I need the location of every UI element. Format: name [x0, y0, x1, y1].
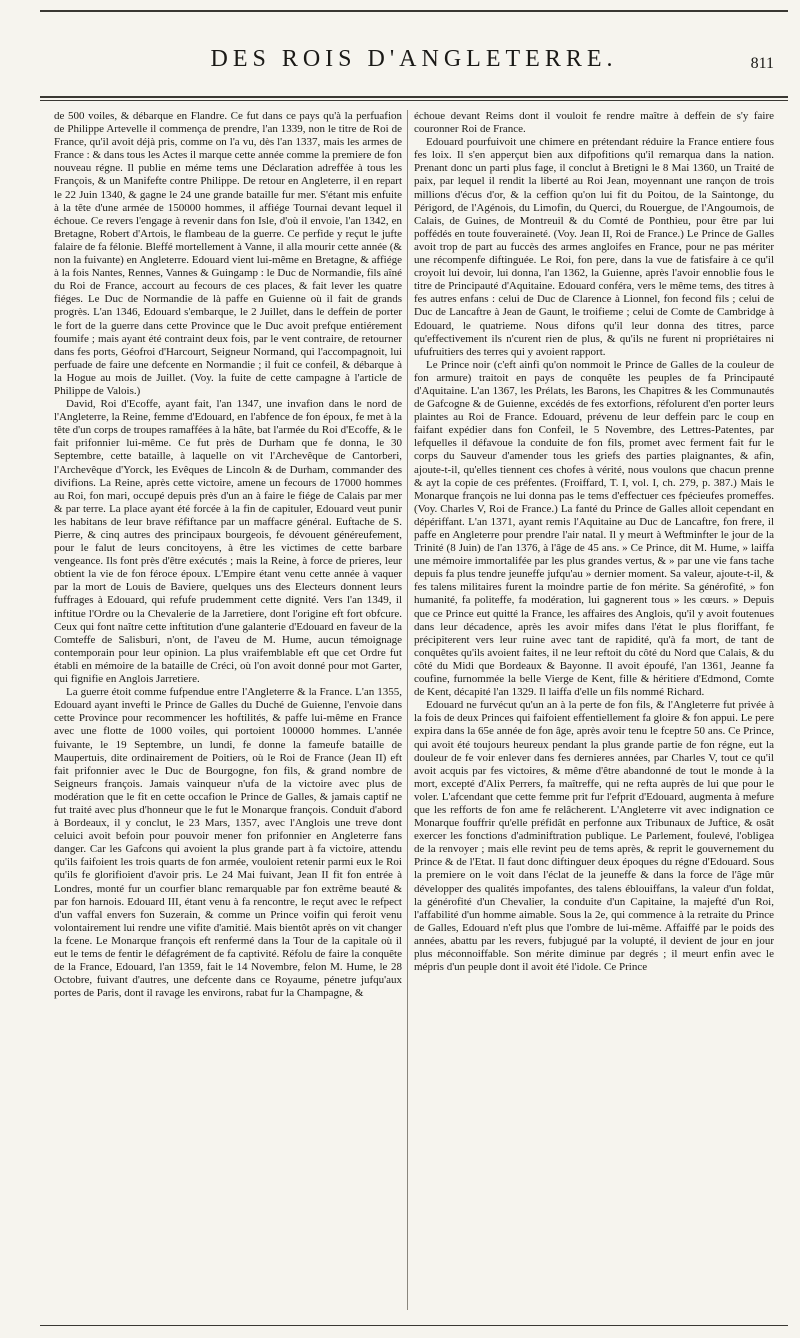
page-number: 811 [750, 55, 774, 72]
paragraph: échoue devant Reims dont il vouloit fe rendre maître à deffein de s'y faire couronner Roi de France. [414, 110, 774, 136]
bottom-border [40, 1325, 788, 1326]
paragraph: Le Prince noir (c'eft ainfi qu'on nommoit le Prince de Galles de la couleur de fon armure) traitoit en pays de conquête les peuples de fa Principauté d'Aquitaine. L'an 1367, les Prélats, les Barons, les Chapitres & les Communautés de Gafcogne & de Guienne, excédés de fes extorfions, réfolurent d'en porter leurs plaintes au Roi de France. Edouard, prévenu de leur deffein parc le coup en faifant expédier dans fon Confeil, le 5 Novembre, des Lettres-Patentes, par lefquelles il défavoue la conduite de fon fils, promet avec ferment fait fur le corps du Sauveur d'amender tous les griefs des parties plaignantes, & afin, ajoute-t-il, qu'elles tiennent ces chofes à vérité, nous voulons que chacun prenne & ayt la copie de ces préfentes. (Froiffard, T. I, vol. I, ch. 279, p. 387.) Mais le Monarque françois ne lui donna pas le tems d'effectuer ces fpécieufes promeffes. (Voy. Charles V, Roi de France.) La fanté du Prince de Galles alloit cependant en dépériffant. L'an 1371, ayant remis l'Aquitaine au Duc de Lancaftre, fon frere, il paffe en Angleterre pour prendre l'air natal. Il y meurt à Weftminfter le jour de la Trinité (8 Juin) de l'an 1376, à l'âge de 45 ans. » Ce Prince, dit M. Hume, » laiffa une mémoire immortalifée par les plus grandes vertus, & » par une vie fans tache depuis fa plus tendre jeuneffe jufqu'au » dernier moment. Sa valeur, ajoute-t-il, & fes talens militaires furent la moindre partie de fon mérite. Sa générofité, » fon humanité, fa politeffe, fa modération, lui gagnerent tous » les cœurs. » Depuis que ce Prince eut quitté la France, les affaires des Anglois, qu'il y avoit foutenues dans leur décadence, après les avoir mifes dans l'état le plus floriffant, fe précipiterent vers leur ruine avec tant de rapidité, qu'à fa mort, de tant de conquêtes qu'ils avoient faites, il ne leur reftoit du côté du Nord que Calais, & du côté du Midi que Bordeaux & Bayonne. Il avoit époufé, l'an 1361, Jeanne fa coufine, furnommée la belle Vierge de Kent, fille & héritiere d'Edmond, Comte de Kent, décapité l'an 1329. Il laiffa d'elle un fils nommé Richard. [414, 358, 774, 699]
paragraph: Edouard ne furvécut qu'un an à la perte de fon fils, & l'Angleterre fut privée à la fois de deux Princes qui faifoient effentiellement fa gloire & fon appui. Le pere expira dans la 65e année de fon âge, après avoir tenu le fceptre 50 ans. Ce Prince, qui avoit été toujours heureux pendant la plus grande partie de fon régne, eut la douleur de fe voir enlever dans fes dernieres années, par Charles V, tout ce qu'il avoit acquis par fes victoires, & même d'être abandonné de tout le monde à la mort, excepté d'Alix Perrers, fa maîtreffe, qui ne refta auprès de lui que pour le voler. L'afcendant que cette femme prit fur l'efprit d'Edouard, augmenta à mefure que les refforts de fon ame fe relâcherent. L'Angleterre vit avec indignation ce Monarque fouffrir qu'elle préfidât en perfonne aux Tribunaux de Juftice, & osât exercer les fonctions d'adminiftration publique. Le Parlement, foulevé, l'obligea de la renvoyer ; mais elle revint peu de tems après, & reprit le gouvernement du Prince & de l'Etat. Il faut donc diftinguer deux époques du régne d'Edouard. Sous la premiere on le voit dans l'éclat de la jeuneffe & dans la force de l'âge mûr développer des qualités impofantes, des talens éblouiffans, la valeur d'un foldat, la générofité d'un Chevalier, la conduite d'un Capitaine, la majefté d'un Roi, l'affabilité d'un homme aimable. Sous la 2e, qui commence à la retraite du Prince de Galles, Edouard n'eft plus que l'ombre de lui-même. Affaiffé par le poids des années, abattu par les revers, fubjugué par la volupté, il devient de jour en jour plus méconnoiffable. Son mérite diminue par degrés ; il meurt enfin avec le mépris d'un peuple dont il avoit été l'idole. Ce Prince [414, 699, 774, 974]
paragraph: David, Roi d'Ecoffe, ayant fait, l'an 1347, une invafion dans le nord de l'Angleterre, la Reine, femme d'Edouard, en l'abfence de fon époux, fe met à la tête d'un corps de troupes ramaffées à la hâte, bat l'armée du Roi d'Ecoffe, & le fait prifonnier lui-même. Ce fut près de Durham que fe donna, le 30 Septembre, cette bataille, à laquelle on vit l'Archevêque de Cantorberi, l'Archevêque d'Yorck, les Evêques de Lincoln & de Durham, commander des divifions. La Reine, après cette victoire, amene un fecours de 17000 hommes au Roi, fon mari, occupé depuis près d'un an à faire le fiége de Calais par mer & par terre. La place ayant été forcée à la fin de capituler, Edouard veut punir les habitans de leur brave réfiftance par un maffacre général. Euftache de S. Pierre, & cinq autres des principaux bourgeois, fe dévouent généreufement, pour le falut de leurs concitoyens, à être les victimes de cette barbare vengeance. Ils font près d'être exécutés ; mais la Reine, à force de prieres, leur obtient la vie de fon féroce époux. L'Empire étant venu cette année à vaquer par la mort de Louis de Baviere, quelques uns des Electeurs donnent leurs fuffrages à Edouard, qui refufe prudemment cette dignité. Vers l'an 1349, il inftitue l'Ordre ou la Chevalerie de la Jarretiere, dont l'origine eft fort obfcure. Ceux qui font naître cette inftitution d'une galanterie d'Edouard en faveur de la Comteffe de Salisburi, n'ont, de l'aveu de M. Hume, aucun témoignage contemporain pour leur opinion. La plus vraifemblable eft que cet Ordre fut établi en mémoire de la bataille de Créci, où l'on avoit donné pour mot Garter, qui fignifie en Anglois Jarretiere. [54, 398, 402, 686]
page-header [40, 40, 788, 78]
running-title: DES ROIS D'ANGLETERRE. [210, 46, 618, 72]
right-column [414, 110, 774, 1328]
top-border [40, 10, 788, 12]
paragraph: de 500 voiles, & débarque en Flandre. Ce fut dans ce pays qu'à la perfuafion de Philippe Artevelle il commença de prendre, l'an 1339, non le titre de Roi de France, qu'il avoit déjà pris, comme on l'a vu, dès l'an 1337, mais les armes de France : & dans tous les Actes il marque cette année comme la premiere de fon nouveau régne. Il publie en méme tems une Déclaration adreffée à tous les François, & un Manifefte contre Philippe. De retour en Angleterre, il en repart le 22 Juin 1340, & gagne le 24 une grande bataille fur mer. S'étant mis enfuite à la tête d'une armée de 150000 hommes, il affiége Tournai devant lequel il échoue. Ce revers l'engage à revenir dans fon Isle, d'où il envoie, l'an 1342, en Bretagne, Robert d'Artois, le flambeau de la guerre. Ce perfide y reçut le jufte falaire de fa félonie. Bleffé mortellement à Vanne, il alla mourir cette année (& non la fuivante) en Angleterre. Edouard vient lui-même en Bretagne, & affiége à la fois Nantes, Rennes, Vannes & Guingamp : le Duc de Normandie, fils aîné du Roi de France, accourt au fecours de ces places, & fait lever les quatre fiéges. Le Duc de Normandie de là paffe en Guienne où il fait de grands progrès. L'an 1346, Edouard s'embarque, le 2 Juillet, dans le deffein de porter le fort de la guerre dans cette Province que le Duc avoit prefque entiérement foumife ; mais ayant été contraint deux fois, par le vent contraire, de retourner dans fes ports, Géofroi d'Harcourt, Seigneur Normand, qui l'accompagnoit, lui perfuade de faire une defcente en Normandie ; il fuit ce confeil, & débarque à la Hogue au mois de Juillet. (Voy. la fuite de cette campagne à l'article de Philippe de Valois.) [54, 110, 402, 397]
header-rule-thin [40, 100, 788, 101]
paragraph: La guerre étoit comme fufpendue entre l'Angleterre & la France. L'an 1355, Edouard ayant invefti le Prince de Galles du Duché de Guienne, l'envoie dans cette Province pour recommencer les hoftilités, & paffe lui-même en France avec une flotte de 1000 voiles, qui portoient 100000 hommes. L'année fuivante, le 19 Septembre, un lundi, fe donne la fameufe bataille de Maupertuis, dite ordinairement de Poitiers, où le Roi de France (Jean II) eft fait prifonnier avec le Duc de Bourgogne, fon fils, & grand nombre de Seigneurs françois. Jamais vainqueur n'ufa de la victoire avec plus de modération que le fit en cette occafion le Prince de Galles, & jamais captif ne fut traité avec plus d'honneur que le fut le Monarque françois. Conduit d'abord à Bordeaux, il y conclut, le 23 Mars, 1357, avec l'Anglois une treve dont celuici avoit befoin pour pouvoir mener fon prifonnier en Angleterre fans danger. Car les Gafcons qui avoient la plus grande part à fa victoire, attendu qu'ils faifoient les trois quarts de fon armée, vouloient retenir parmi eux le Roi qu'ils fe glorifioient d'avoir pris. Le 24 Mai fuivant, Jean II fit fon entrée à Londres, monté fur un courfier blanc remarquable par fon extrême beauté & par fon harnois. Edouard III, étant venu à fa rencontre, le reçut avec le refpect d'un vaffal envers fon Suzerain, & comme un Prince voifin qui feroit venu volontairement lui rendre une vifite d'amitié. Mais bientôt après on vit changer la fcene. Le Monarque françois eft renfermé dans la Tour de la capitale où il eut le tems de fentir le défagrément de fa captivité. Réfolu de faire la conquête de la France, Edouard, l'an 1359, fait le 14 Novembre, felon M. Hume, le 28 Octobre, fuivant d'autres, une defcente dans ce Royaume, pénetre jufqu'aux portes de Paris, dont il ravage les environs, rabat fur la Champagne, & [54, 686, 402, 1000]
header-rule [40, 96, 788, 98]
left-column [54, 110, 402, 1328]
paragraph: Edouard pourfuivoit une chimere en prétendant réduire la France entiere fous fes loix. Il s'en apperçut bien aux difpofitions qu'il remarqua dans la nation. Prenant donc un parti plus fage, il conclut à Bretigni le 8 Mai 1360, un Traité de paix, par lequel il rendit la liberté au Roi Jean, moyennant une rançon de trois millions d'écus d'or, & la ceffion qu'on lui fit du Poitou, de la Saintonge, du Périgord, de l'Agénois, du Limofin, du Querci, du Rouergue, de l'Angoumois, de Calais, de Guines, de Montreuil & du Comté de Ponthieu, pour être par lui poffédés en toute fouveraineté. (Voy. Jean II, Roi de France.) Le Prince de Galles avoit trop de part au fuccès des armes angloifes en France, pour ne pas mériter une récompenfe diftinguée. Le Roi, fon pere, dans la vue de fatisfaire à ce qu'il croyoit lui devoir, lui donna, l'an 1362, la Guienne, après l'avoir ennoblie fous le titre de Principauté d'Aquitaine. Edouard conféra, vers le même tems, des titres à fes autres enfans : celui de Duc de Clarence à Lionnel, fon fecond fils ; celui de Duc de Lancaftre à Jean de Gaunt, le troifieme ; celui de Comte de Cambridge à Edouard, le quatrieme. Nous difons qu'il leur donna des titres, parce qu'effectivement ils n'curent rien de plus, & qu'ils ne furent ni propriétaires ni ufufruitiers des terres qui y avoient rapport. [414, 136, 774, 358]
column-divider [407, 110, 408, 1310]
